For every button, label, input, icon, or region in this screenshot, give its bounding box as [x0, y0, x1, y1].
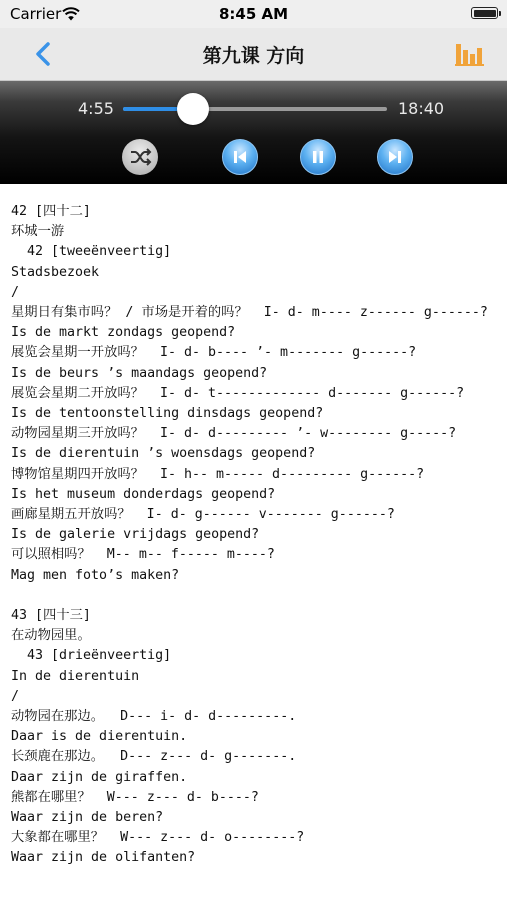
text-line: 长颈鹿在那边。 D--- z--- d- g-------. — [11, 749, 297, 765]
shuffle-button[interactable] — [122, 139, 158, 175]
text-line: Waar zijn de beren? — [11, 810, 164, 826]
text-line: 42 [四十二] — [11, 204, 91, 219]
text-line: 熊都在哪里？ W--- z--- d- b----? — [11, 789, 259, 805]
total-duration: 18:40 — [398, 99, 445, 118]
slider-thumb[interactable] — [177, 93, 209, 125]
text-line: / — [11, 688, 20, 704]
text-line: Is de galerie vrijdags geopend? — [11, 527, 260, 543]
text-line: / — [11, 284, 20, 300]
text-line: Is de tentoonstelling dinsdags geopend? — [11, 406, 324, 422]
previous-icon — [223, 140, 257, 174]
text-line: 大象都在哪里？ W--- z--- d- o--------? — [11, 830, 305, 846]
text-line: 动物园星期三开放吗？ I- d- d--------- ’- w-------- g-----? — [11, 426, 457, 442]
text-line: Daar zijn de giraffen. — [11, 769, 188, 785]
text-line — [11, 586, 501, 606]
elapsed-time: 4:55 — [78, 99, 114, 118]
text-line: 可以照相吗？ M-- m-- f----- m----? — [11, 547, 275, 563]
text-line: Mag men foto’s maken? — [11, 567, 180, 583]
page-title: 第九课 方向 — [202, 45, 305, 67]
next-icon — [378, 140, 412, 174]
pause-button[interactable] — [300, 139, 336, 175]
status-time: 8:45 AM — [218, 5, 289, 23]
text-line: Is de beurs ’s maandags geopend? — [11, 365, 268, 381]
text-line: 画廊星期五开放吗？ I- d- g------ v------- g------? — [11, 507, 395, 523]
text-line: Is het museum donderdags geopend? — [11, 486, 276, 502]
text-line: 43 [四十三] — [11, 608, 91, 624]
text-line: 环城一游 — [11, 224, 65, 240]
text-line: Stadsbezoek — [11, 264, 100, 280]
navigation-bar — [0, 28, 507, 81]
lesson-text[interactable] — [0, 184, 507, 900]
text-line: Is de dierentuin ’s woensdags geopend? — [11, 446, 316, 462]
status-bar — [0, 0, 507, 28]
text-line: 展览会星期一开放吗？ I- d- b---- ’- m------- g------? — [11, 345, 417, 361]
text-line: 在动物园里。 — [11, 628, 91, 644]
stats-button[interactable] — [455, 41, 485, 67]
text-line: 博物馆星期四开放吗？ I- h-- m----- d--------- g------? — [11, 466, 425, 482]
progress-slider[interactable] — [123, 107, 387, 111]
battery-icon — [471, 7, 498, 19]
text-line: Is de markt zondags geopend? — [11, 325, 236, 341]
text-line: 星期日有集市吗？ / 市场是开着的吗？ I- d- m---- z------ g------? — [11, 305, 488, 321]
text-line: 展览会星期二开放吗？ I- d- t------------- d------- g------? — [11, 385, 465, 401]
text-line: 42 [tweeënveertig] — [11, 244, 172, 260]
pause-icon — [301, 140, 335, 174]
next-button[interactable] — [377, 139, 413, 175]
audio-player — [0, 81, 507, 184]
bar-chart-icon — [455, 41, 485, 67]
previous-button[interactable] — [222, 139, 258, 175]
lesson-lines — [0, 184, 507, 869]
text-line: 动物园在那边。 D--- i- d- d---------. — [11, 709, 297, 725]
carrier-label: Carrier — [10, 5, 62, 23]
text-line: In de dierentuin — [11, 668, 140, 684]
text-line: Waar zijn de olifanten? — [11, 850, 196, 866]
text-line: 43 [drieënveertig] — [11, 648, 172, 664]
text-line: Daar is de dierentuin. — [11, 729, 188, 745]
shuffle-icon — [122, 139, 158, 175]
